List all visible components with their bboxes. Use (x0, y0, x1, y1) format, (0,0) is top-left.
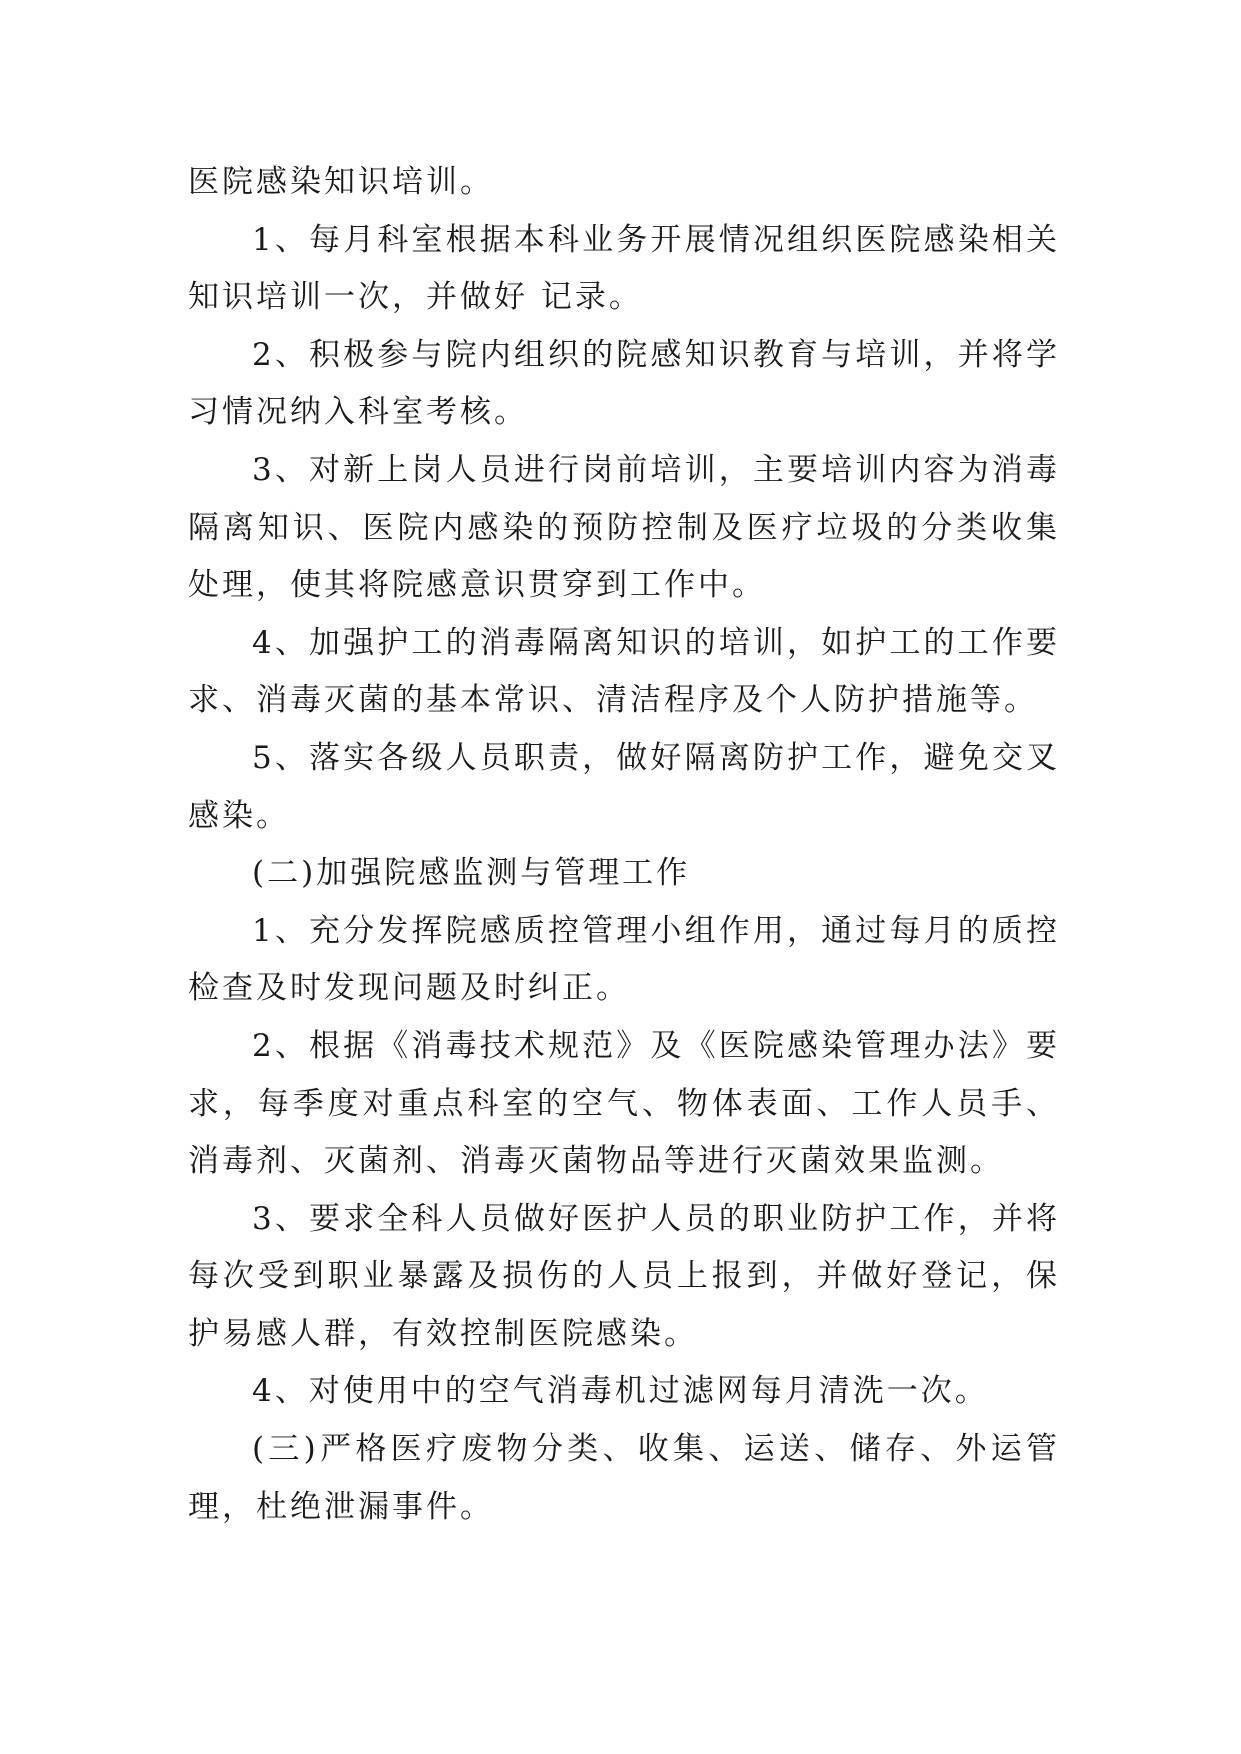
paragraph-item-1-monthly-training: 1、每月科室根据本科业务开展情况组织医院感染相关知识培训一次，并做好 记录。 (188, 221, 1060, 316)
document-body (188, 154, 1060, 1536)
paragraph-item-4-caregiver-training: 4、加强护工的消毒隔离知识的培训，如护工的工作要求、消毒灭菌的基本常识、清洁程序及个人防护措施等。 (188, 624, 1060, 719)
paragraph-item-3-onboarding-training: 3、对新上岗人员进行岗前培训，主要培训内容为消毒隔离知识、医院内感染的预防控制及医疗垃圾的分类收集处理，使其将院感意识贯穿到工作中。 (188, 451, 1060, 604)
paragraph-continued-training: 医院感染知识培训。 (188, 164, 494, 200)
section-heading-medical-waste: (三)严格医疗废物分类、收集、运送、储存、外运管理，杜绝泄漏事件。 (188, 1431, 1060, 1525)
paragraph-monitoring-item-1: 1、充分发挥院感质控管理小组作用，通过每月的质控检查及时发现问题及时纠正。 (188, 912, 1060, 1007)
paragraph-monitoring-item-4: 4、对使用中的空气消毒机过滤网每月清洗一次。 (252, 1373, 989, 1410)
paragraph-monitoring-item-3: 3、要求全科人员做好医护人员的职业防护工作，并将每次受到职业暴露及损伤的人员上报到，并做好登记，保护易感人群，有效控制医院感染。 (188, 1200, 1060, 1352)
paragraph-item-2-participation: 2、积极参与院内组织的院感知识教育与培训，并将学习情况纳入科室考核。 (188, 336, 1060, 431)
paragraph-monitoring-item-2: 2、根据《消毒技术规范》及《医院感染管理办法》要求，每季度对重点科室的空气、物体表面、工作人员手、消毒剂、灭菌剂、消毒灭菌物品等进行灭菌效果监测。 (188, 1027, 1060, 1180)
paragraph-item-5-responsibilities: 5、落实各级人员职责，做好隔离防护工作，避免交叉感染。 (188, 739, 1060, 834)
section-heading-monitoring: (二)加强院感监测与管理工作 (252, 855, 691, 892)
